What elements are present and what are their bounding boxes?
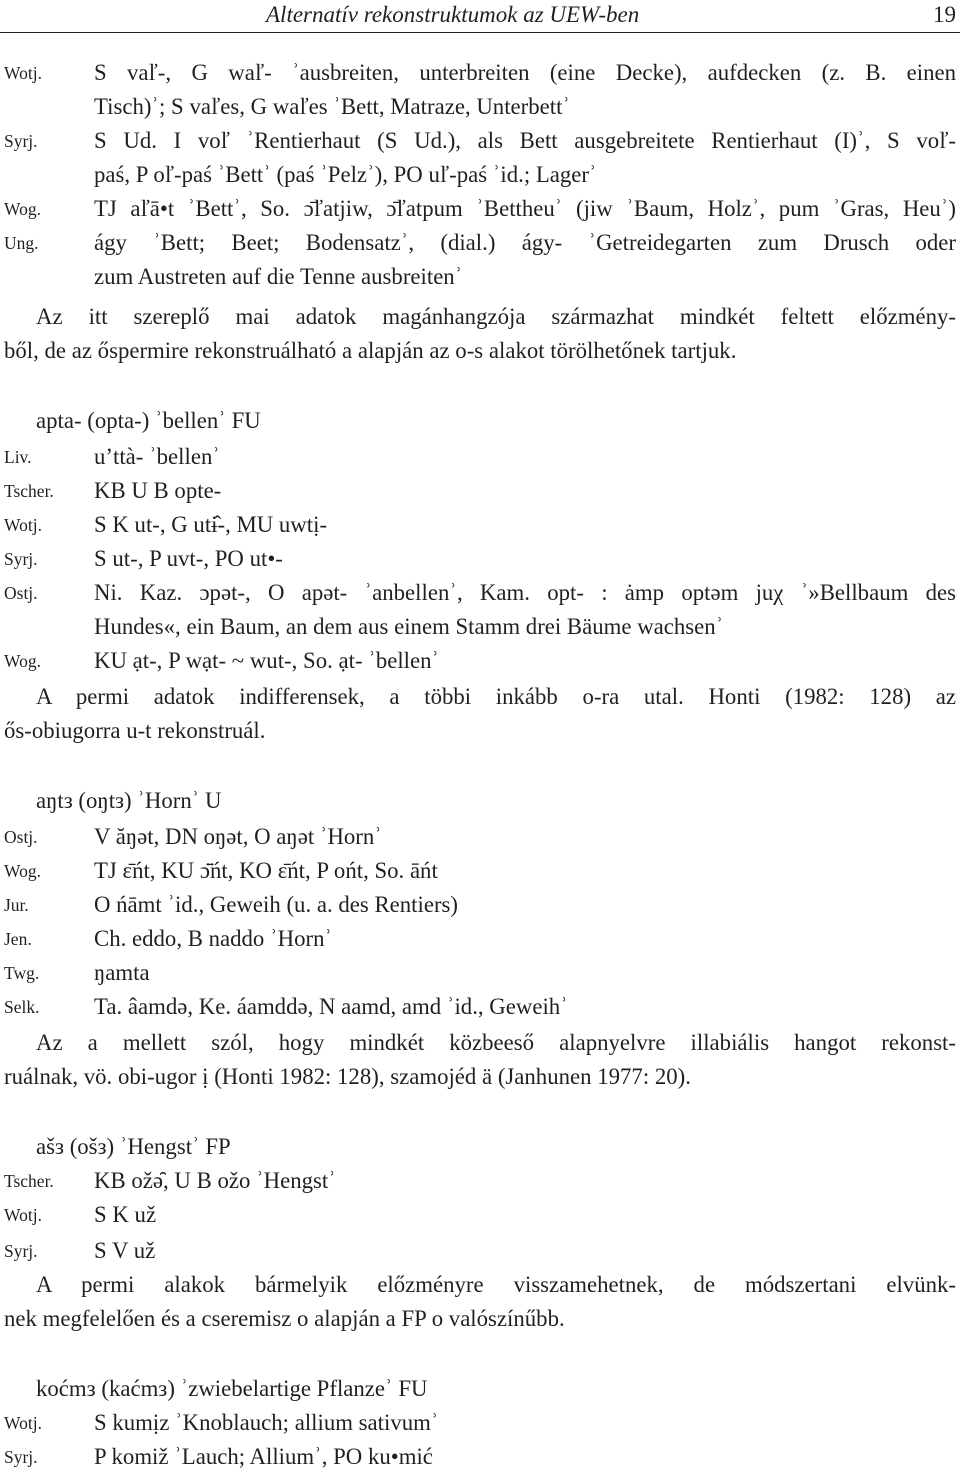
text-line: A permi adatok indifferensek, a többi inkább o-ra utal. Honti (1982: 128) az [36,684,956,709]
language-data-line [0,956,960,990]
language-forms: S kumịz ʾKnoblauch; allium sativumʾ [94,1410,439,1435]
language-data-line [0,888,960,922]
language-label: Tscher. [4,481,54,501]
language-forms: P komiž ʾLauch; Alliumʾ, PO ku•mić [94,1444,433,1469]
entry-headword-line [0,1130,960,1164]
language-forms: KU ạt-, P wạt- ~ wut-, So. ạt- ʾbellenʾ [94,648,440,673]
language-data-line [0,1234,960,1268]
commentary-line [0,680,960,714]
header-rule [0,32,960,33]
language-data-line [0,56,960,90]
language-data-line [0,508,960,542]
entry-headword-line [0,1372,960,1406]
language-forms: ŋamta [94,960,150,985]
language-label: Jur. [4,895,29,915]
language-forms: Ni. Kaz. ɔpət-, O apət- ʾanbellenʾ, Kam. opt- : ȧmp optəm juχ ʾ»Bellbaum des [94,580,956,605]
language-forms: V ăŋət, DN oŋət, O aŋət ʾHornʾ [94,824,382,849]
commentary-line [0,1302,960,1336]
text-line: nek megfelelően és a cseremisz o alapján a FP o valószínűbb. [4,1306,565,1331]
language-data-line [0,644,960,678]
language-label: Syrj. [4,1241,38,1261]
language-label: Twg. [4,963,40,983]
headword: kоćmз (kaćmз) ʾzwiebelartige Pflanzeʾ FU [36,1376,428,1401]
language-forms: S V už [94,1238,156,1263]
language-forms: TJ ɛ̄ńt, KU ɔ̄̈ńt, KO ɛ̄ńt, P ońt, So. āńt [94,858,438,883]
language-label: Ung. [4,233,39,253]
text-line: Tisch)ʾ; S vaľes, G waľes ʾBett, Matraze, Unterbettʾ [94,94,571,119]
text-line: ős-obiugorra u-t rekonstruál. [4,718,266,743]
entry-headword-line [0,404,960,438]
language-label: Wog. [4,199,41,219]
language-forms: TJ aľā•t ʾBettʾ, So. ɔ̄ľatjiw, ɔ̄ľatpum ʾBettheuʾ (jiw ʾBaum, Holzʾ, pum ʾGras, Heuʾ) [94,196,956,221]
language-data-line [0,440,960,474]
language-label: Wotj. [4,63,42,83]
language-label: Syrj. [4,131,38,151]
language-forms: S K už [94,1202,157,1227]
language-label: Syrj. [4,549,38,569]
text-line: Az a mellett szól, hogy mindkét közbeeső alapnyelvre illabiális hangot rekonst- [36,1030,956,1055]
language-forms: Ta. âamdə, Ke. áamddə, N aamd, amd ʾid., Geweihʾ [94,994,568,1019]
language-forms: uʼttà- ʾbellenʾ [94,444,220,469]
language-forms: O ńāmt ʾid., Geweih (u. a. des Rentiers) [94,892,459,917]
text-line: A permi alakok bármelyik előzményre visszamehetnek, de módszertani elvünk- [36,1272,956,1297]
language-data-line [0,1198,960,1232]
entry-headword-line [0,784,960,818]
language-forms: Ch. eddo, B naddo ʾHornʾ [94,926,333,951]
language-data-line [0,854,960,888]
language-data-line [0,542,960,576]
language-data-line [0,90,960,124]
language-data-line [0,1440,960,1474]
headword: ašз (ošз) ʾHengstʾ FP [36,1134,231,1159]
language-forms: KB U B opte- [94,478,222,503]
text-line: paś, P oľ-paś ʾBettʾ (paś ʾPelzʾ), PO uľ-paś ʾid.; Lagerʾ [94,162,597,187]
language-data-line [0,990,960,1024]
language-forms: ágy ʾBett; Beet; Bodensatzʾ, (dial.) ágy- ʾGetreidegarten zum Drusch oder [94,230,956,255]
language-data-line [0,226,960,260]
language-forms: S vaľ-, G waľ- ʾausbreiten, unterbreiten (eine Decke), aufdecken (z. B. einen [94,60,956,85]
language-data-line [0,610,960,644]
language-label: Wotj. [4,1205,42,1225]
language-label: Wog. [4,651,41,671]
commentary-line [0,300,960,334]
language-data-line [0,1164,960,1198]
language-data-line [0,820,960,854]
text-line: Hundes«, ein Baum, an dem aus einem Stamm drei Bäume wachsenʾ [94,614,724,639]
language-label: Syrj. [4,1447,38,1467]
commentary-line [0,334,960,368]
commentary-line [0,1026,960,1060]
language-forms: S ut-, P uvt-, PO ut•- [94,546,283,571]
text-line: ruálnak, vö. obi-ugor ị (Honti 1982: 128), szamojéd ä (Janhunen 1977: 20). [4,1064,691,1089]
language-data-line [0,576,960,610]
page-number: 19 [933,2,956,27]
language-label: Jen. [4,929,32,949]
language-forms: KB ožə̑, U B ožo ʾHengstʾ [94,1168,336,1193]
text-line: Az itt szereplő mai adatok magánhangzója származhat mindkét feltett előzmény- [36,304,956,329]
headword: aŋtз (oŋtз) ʾHornʾ U [36,788,222,813]
language-label: Ostj. [4,583,38,603]
language-label: Wog. [4,861,41,881]
language-data-line [0,124,960,158]
language-data-line [0,192,960,226]
language-forms: S K ut-, G utɨ̂-, MU uwtị- [94,512,328,537]
commentary-line [0,1268,960,1302]
language-label: Selk. [4,997,40,1017]
commentary-line [0,714,960,748]
running-header [0,0,960,32]
header-title: Alternatív rekonstruktumok az UEW-ben [266,2,640,27]
language-data-line [0,158,960,192]
language-forms: S Ud. I voľ ʾRentierhaut (S Ud.), als Bett ausgebreitete Rentierhaut (I)ʾ, S voľ- [94,128,956,153]
language-label: Ostj. [4,827,38,847]
headword: apta- (opta-) ʾbellenʾ FU [36,408,261,433]
language-data-line [0,474,960,508]
language-data-line [0,260,960,294]
commentary-line [0,1060,960,1094]
language-data-line [0,1406,960,1440]
language-label: Wotj. [4,515,42,535]
text-line: zum Austreten auf die Tenne ausbreitenʾ [94,264,463,289]
text-line: ből, de az őspermire rekonstruálható a alapján az o-s alakot törölhetőnek tartjuk. [4,338,737,363]
language-label: Wotj. [4,1413,42,1433]
language-label: Liv. [4,447,32,467]
language-label: Tscher. [4,1171,54,1191]
language-data-line [0,922,960,956]
